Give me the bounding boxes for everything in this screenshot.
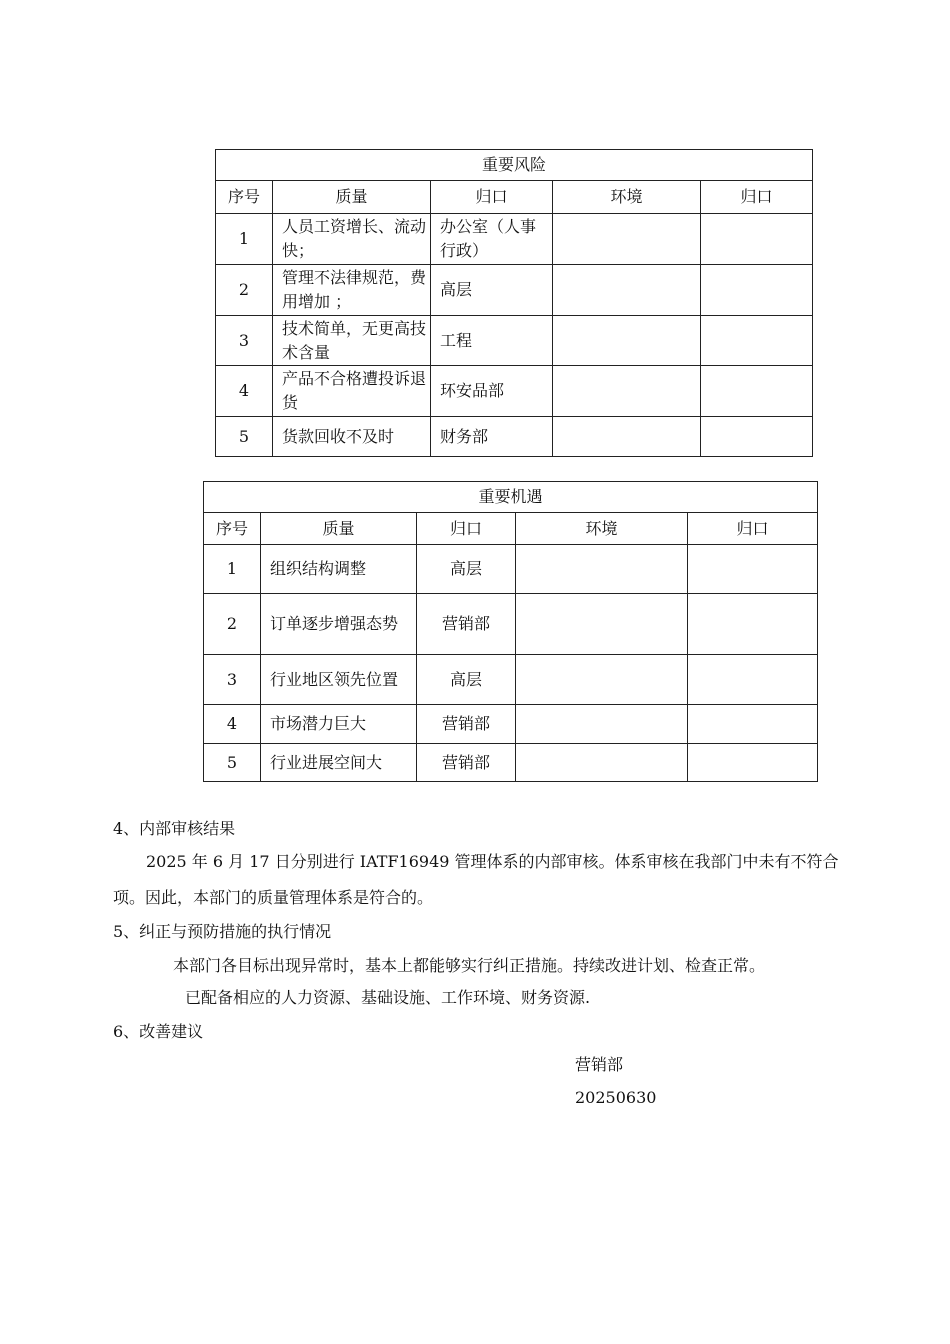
opportunities-title: 重要机遇 <box>204 482 818 513</box>
row-owner: 环安品部 <box>431 366 553 417</box>
row-environment <box>516 594 688 655</box>
row-owner-2 <box>701 316 813 366</box>
row-quality: 行业进展空间大 <box>261 744 417 782</box>
row-environment <box>516 545 688 594</box>
row-owner: 营销部 <box>417 705 516 744</box>
row-owner: 高层 <box>417 655 516 705</box>
row-owner-2 <box>701 265 813 316</box>
row-no: 4 <box>204 705 261 744</box>
row-no: 3 <box>204 655 261 705</box>
row-quality: 产品不合格遭投诉退货 <box>273 366 431 417</box>
row-quality: 技术简单，无更高技术含量 <box>273 316 431 366</box>
row-quality: 行业地区领先位置 <box>261 655 417 705</box>
table-row <box>204 594 818 655</box>
row-environment <box>553 417 701 457</box>
row-owner-2 <box>701 214 813 265</box>
section-4-paragraph-line-1: 2025 年 6 月 17 日分别进行 IATF16949 管理体系的内部审核。体系审核在我部门中未有不符合 <box>146 852 839 871</box>
row-quality: 货款回收不及时 <box>273 417 431 457</box>
header-environment: 环境 <box>553 181 701 214</box>
row-no: 1 <box>204 545 261 594</box>
table-row <box>216 417 813 457</box>
row-environment <box>516 744 688 782</box>
opportunities-table <box>203 481 818 782</box>
row-owner-2 <box>688 655 818 705</box>
row-no: 3 <box>216 316 273 366</box>
header-no: 序号 <box>204 513 261 545</box>
table-row <box>216 265 813 316</box>
header-owner: 归口 <box>417 513 516 545</box>
row-quality: 人员工资增长、流动快； <box>273 214 431 265</box>
row-no: 5 <box>216 417 273 457</box>
row-owner: 财务部 <box>431 417 553 457</box>
section-4-paragraph-line-2: 项。因此，本部门的质量管理体系是符合的。 <box>113 888 434 907</box>
header-no: 序号 <box>216 181 273 214</box>
row-owner-2 <box>701 366 813 417</box>
risks-table <box>215 149 813 457</box>
header-owner-2: 归口 <box>701 181 813 214</box>
row-owner-2 <box>688 594 818 655</box>
row-quality: 管理不法律规范，费用增加 ； <box>273 265 431 316</box>
signature-department: 营销部 <box>575 1055 624 1074</box>
risks-title: 重要风险 <box>216 150 813 181</box>
row-owner-2 <box>688 744 818 782</box>
row-no: 4 <box>216 366 273 417</box>
row-no: 1 <box>216 214 273 265</box>
row-environment <box>553 265 701 316</box>
header-quality: 质量 <box>261 513 417 545</box>
row-owner-2 <box>688 545 818 594</box>
row-owner-2 <box>701 417 813 457</box>
section-6-heading: 6、改善建议 <box>113 1022 204 1041</box>
table-row <box>204 705 818 744</box>
section-5-paragraph-line-2: 已配备相应的人力资源、基础设施、工作环境、财务资源. <box>185 988 591 1007</box>
row-quality: 市场潜力巨大 <box>261 705 417 744</box>
row-no: 5 <box>204 744 261 782</box>
table-row <box>204 744 818 782</box>
row-owner-2 <box>688 705 818 744</box>
header-environment: 环境 <box>516 513 688 545</box>
row-owner: 办公室（人事行政） <box>431 214 553 265</box>
row-owner: 营销部 <box>417 594 516 655</box>
header-owner-2: 归口 <box>688 513 818 545</box>
table-row <box>216 316 813 366</box>
row-owner: 高层 <box>431 265 553 316</box>
table-row <box>216 214 813 265</box>
signature-date: 20250630 <box>575 1088 657 1107</box>
section-5-paragraph-line-1: 本部门各目标出现异常时，基本上都能够实行纠正措施。持续改进计划、检查正常。 <box>173 956 766 975</box>
table-row <box>204 655 818 705</box>
row-quality: 组织结构调整 <box>261 545 417 594</box>
row-no: 2 <box>204 594 261 655</box>
row-owner: 营销部 <box>417 744 516 782</box>
header-owner: 归口 <box>431 181 553 214</box>
row-environment <box>516 655 688 705</box>
row-owner: 工程 <box>431 316 553 366</box>
row-quality: 订单逐步增强态势 <box>261 594 417 655</box>
row-environment <box>516 705 688 744</box>
row-owner: 高层 <box>417 545 516 594</box>
row-environment <box>553 214 701 265</box>
table-row <box>216 366 813 417</box>
row-environment <box>553 366 701 417</box>
section-5-heading: 5、纠正与预防措施的执行情况 <box>113 922 332 941</box>
row-no: 2 <box>216 265 273 316</box>
header-quality: 质量 <box>273 181 431 214</box>
section-4-heading: 4、内部审核结果 <box>113 819 236 838</box>
table-row <box>204 545 818 594</box>
row-environment <box>553 316 701 366</box>
